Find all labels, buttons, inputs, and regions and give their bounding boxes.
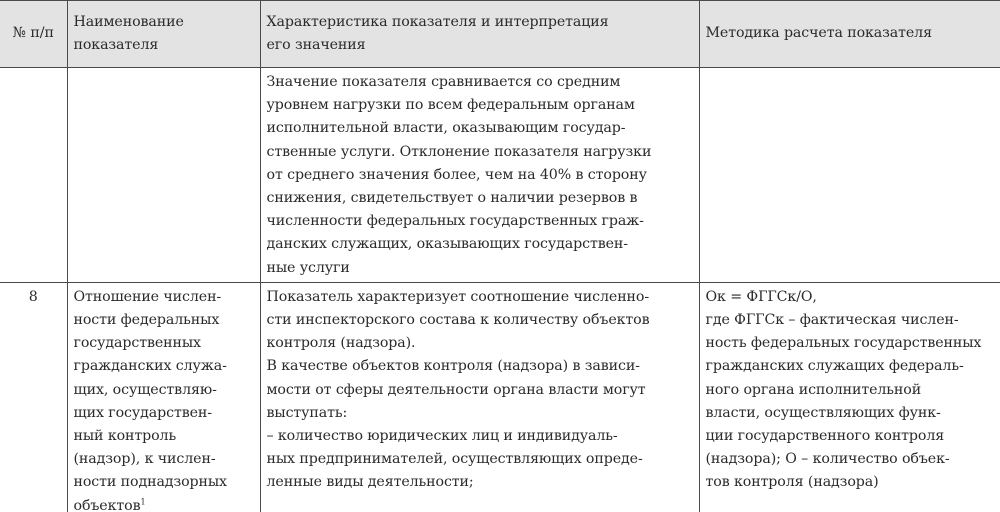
characteristic-line: численности федеральных государственных граж- — [266, 213, 644, 230]
method-line: (надзора); О – количество объек- — [705, 451, 950, 468]
method-line: где ФГГСк – фактическая числен- — [705, 312, 959, 329]
header-number-label: № п/п — [12, 25, 54, 42]
header-method — [699, 1, 1000, 68]
characteristic-line: снижения, свидетельствует о наличии резервов в — [266, 190, 638, 207]
name-line: гражданских служа- — [73, 358, 227, 375]
method-line: власти, осуществляющих функ- — [705, 404, 941, 421]
method-line: ного органа исполнительной — [705, 381, 922, 398]
characteristic-line: данских служащих, оказывающих государствен- — [266, 236, 628, 253]
characteristic-line: исполнительной власти, оказывающим государ- — [266, 120, 626, 137]
characteristic-line: уровнем нагрузки по всем федеральным органам — [266, 97, 635, 114]
table-row — [0, 68, 1000, 283]
name-line: ности федеральных — [73, 312, 220, 329]
row-characteristic-cell — [260, 68, 699, 283]
header-characteristic-line: Характеристика показателя и интерпретация — [266, 13, 609, 30]
method-line: ность федеральных государственных — [705, 335, 982, 352]
name-line: объектов — [73, 497, 141, 512]
method-line: ции государственного контроля — [705, 428, 945, 445]
row-name-cell — [67, 68, 260, 283]
row-number: 8 — [28, 288, 38, 305]
header-characteristic-line: его значения — [266, 37, 366, 53]
name-line: ный контроль — [73, 428, 177, 445]
name-line: щих, осуществляю- — [73, 381, 217, 398]
characteristic-line: Показатель характеризует соотношение численно- — [266, 288, 650, 305]
name-line: щих государствен- — [73, 404, 212, 421]
header-name-line: показателя — [73, 37, 159, 53]
characteristic-line: ленные виды деятельности; — [266, 474, 474, 491]
method-line: гражданских служащих федераль- — [705, 358, 964, 375]
name-line: ности поднадзорных — [73, 474, 227, 491]
table-row — [0, 282, 1000, 512]
row-number-cell — [0, 68, 67, 283]
name-line: государственных — [73, 335, 201, 352]
row-name-cell — [67, 282, 260, 512]
row-number-cell — [0, 282, 67, 512]
characteristic-line: В качестве объектов контроля (надзора) в зависи- — [266, 358, 640, 375]
characteristic-line: ных предпринимателей, осуществляющих опреде- — [266, 451, 643, 468]
footnote-marker[interactable]: 1 — [140, 496, 146, 506]
characteristic-line: ственные услуги. Отклонение показателя нагрузки — [266, 143, 652, 160]
characteristic-line: сти инспекторского состава к количеству объектов — [266, 312, 650, 329]
row-method-cell — [699, 68, 1000, 283]
header-characteristic — [260, 1, 699, 68]
method-line: Ок = ФГГСк/О, — [705, 288, 817, 305]
characteristic-line: – количество юридических лиц и индивидуаль- — [266, 428, 618, 445]
characteristic-line: ные услуги — [266, 259, 350, 276]
characteristic-line: контроля (надзора). — [266, 335, 416, 352]
name-line: Отношение числен- — [73, 288, 222, 305]
header-number — [0, 1, 67, 68]
table-header-row — [0, 1, 1000, 68]
name-line: (надзор), к числен- — [73, 451, 216, 468]
characteristic-line: выступать: — [266, 404, 348, 421]
characteristic-line: мости от сферы деятельности органа власти могут — [266, 381, 646, 398]
row-characteristic-cell — [260, 282, 699, 512]
header-name — [67, 1, 260, 68]
header-name-line: Наименование — [73, 13, 184, 30]
characteristic-line: Значение показателя сравнивается со средним — [266, 74, 621, 90]
characteristic-line: от среднего значения более, чем на 40% в сторону — [266, 166, 647, 183]
row-method-cell — [699, 282, 1000, 512]
method-line: тов контроля (надзора) — [705, 474, 879, 491]
name-line-last — [74, 495, 254, 512]
header-method-line: Методика расчета показателя — [705, 25, 932, 42]
